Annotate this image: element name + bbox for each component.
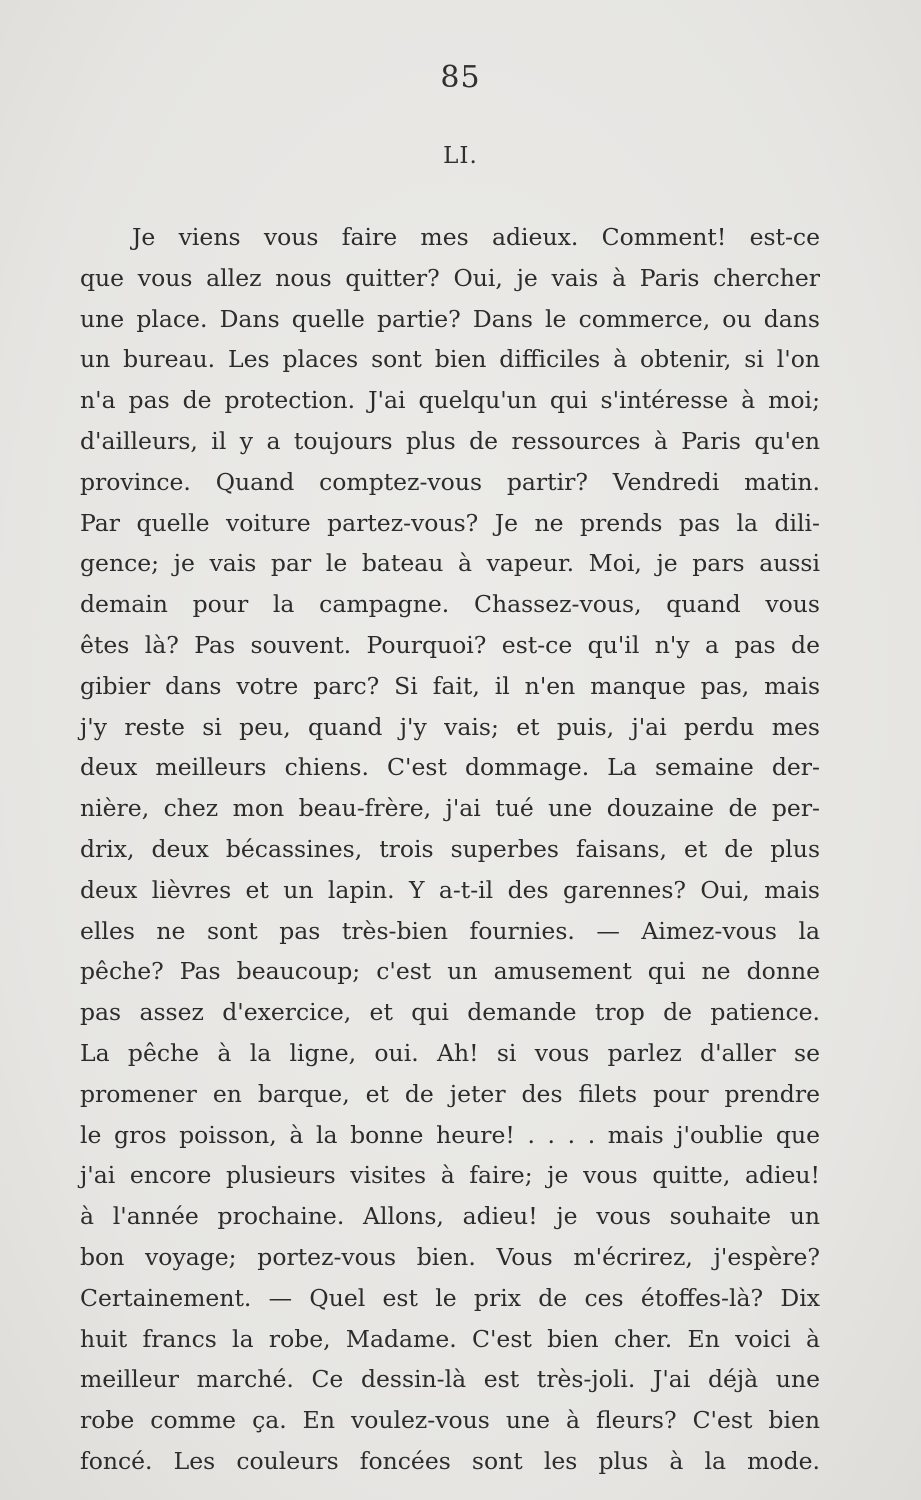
text-line: deux meilleurs chiens. C'est dommage. La semaine der-	[80, 753, 820, 782]
text-line: Je viens vous faire mes adieux. Comment! est-ce	[132, 223, 820, 251]
text-line: demain pour la campagne. Chassez-vous, quand vous	[80, 590, 820, 619]
text-line: promener en barque, et de jeter des filets pour prendre	[80, 1079, 820, 1108]
text-line: La pêche à la ligne, oui. Ah! si vous parlez d'aller se	[80, 1038, 820, 1067]
text-line: province. Quand comptez-vous partir? Vendredi matin.	[80, 467, 820, 496]
text-line: drix, deux bécassines, trois superbes faisans, et de plus	[80, 834, 820, 863]
text-line: nière, chez mon beau-frère, j'ai tué une douzaine de per-	[80, 794, 820, 823]
text-line: foncé. Les couleurs foncées sont les plus à la mode.	[80, 1446, 820, 1475]
text-line: bon voyage; portez-vous bien. Vous m'écrirez, j'espère?	[80, 1242, 820, 1271]
text-line: Certainement. — Quel est le prix de ces étoffes-là? Dix	[80, 1283, 820, 1312]
text-line: êtes là? Pas souvent. Pourquoi? est-ce qu'il n'y a pas de	[80, 630, 820, 659]
text-line: n'a pas de protection. J'ai quelqu'un qui s'intéresse à moi;	[80, 386, 820, 415]
text-line: d'ailleurs, il y a toujours plus de ressources à Paris qu'en	[80, 426, 820, 455]
text-line: le gros poisson, à la bonne heure! . . . . mais j'oublie que	[80, 1120, 820, 1149]
text-line: meilleur marché. Ce dessin-là est très-joli. J'ai déjà une	[80, 1365, 820, 1394]
page-number: 85	[440, 60, 481, 95]
text-line: une place. Dans quelle partie? Dans le commerce, ou dans	[80, 304, 820, 333]
text-line: deux lièvres et un lapin. Y a-t-il des garennes? Oui, mais	[80, 875, 820, 904]
text-line: un bureau. Les places sont bien difficiles à obtenir, si l'on	[80, 345, 820, 374]
text-line: robe comme ça. En voulez-vous une à fleurs? C'est bien	[80, 1406, 820, 1435]
text-line: gence; je vais par le bateau à vapeur. Moi, je pars aussi	[80, 549, 820, 578]
text-line: Par quelle voiture partez-vous? Je ne prends pas la dili-	[80, 508, 820, 537]
text-line: que vous allez nous quitter? Oui, je vais à Paris chercher	[80, 263, 820, 292]
text-line: pêche? Pas beaucoup; c'est un amusement qui ne donne	[80, 957, 820, 986]
text-line: elles ne sont pas très-bien fournies. — Aimez-vous la	[80, 916, 820, 945]
body-text	[80, 217, 820, 1482]
text-line: j'y reste si peu, quand j'y vais; et puis, j'ai perdu mes	[80, 712, 820, 741]
text-line: à l'année prochaine. Allons, adieu! je vous souhaite un	[80, 1202, 820, 1231]
text-line: gibier dans votre parc? Si fait, il n'en manque pas, mais	[80, 671, 820, 700]
text-line: huit francs la robe, Madame. C'est bien cher. En voici à	[80, 1324, 820, 1353]
text-line: pas assez d'exercice, et qui demande trop de patience.	[80, 998, 820, 1027]
chapter-heading: LI.	[443, 143, 478, 169]
text-line: j'ai encore plusieurs visites à faire; je vous quitte, adieu!	[80, 1161, 820, 1190]
